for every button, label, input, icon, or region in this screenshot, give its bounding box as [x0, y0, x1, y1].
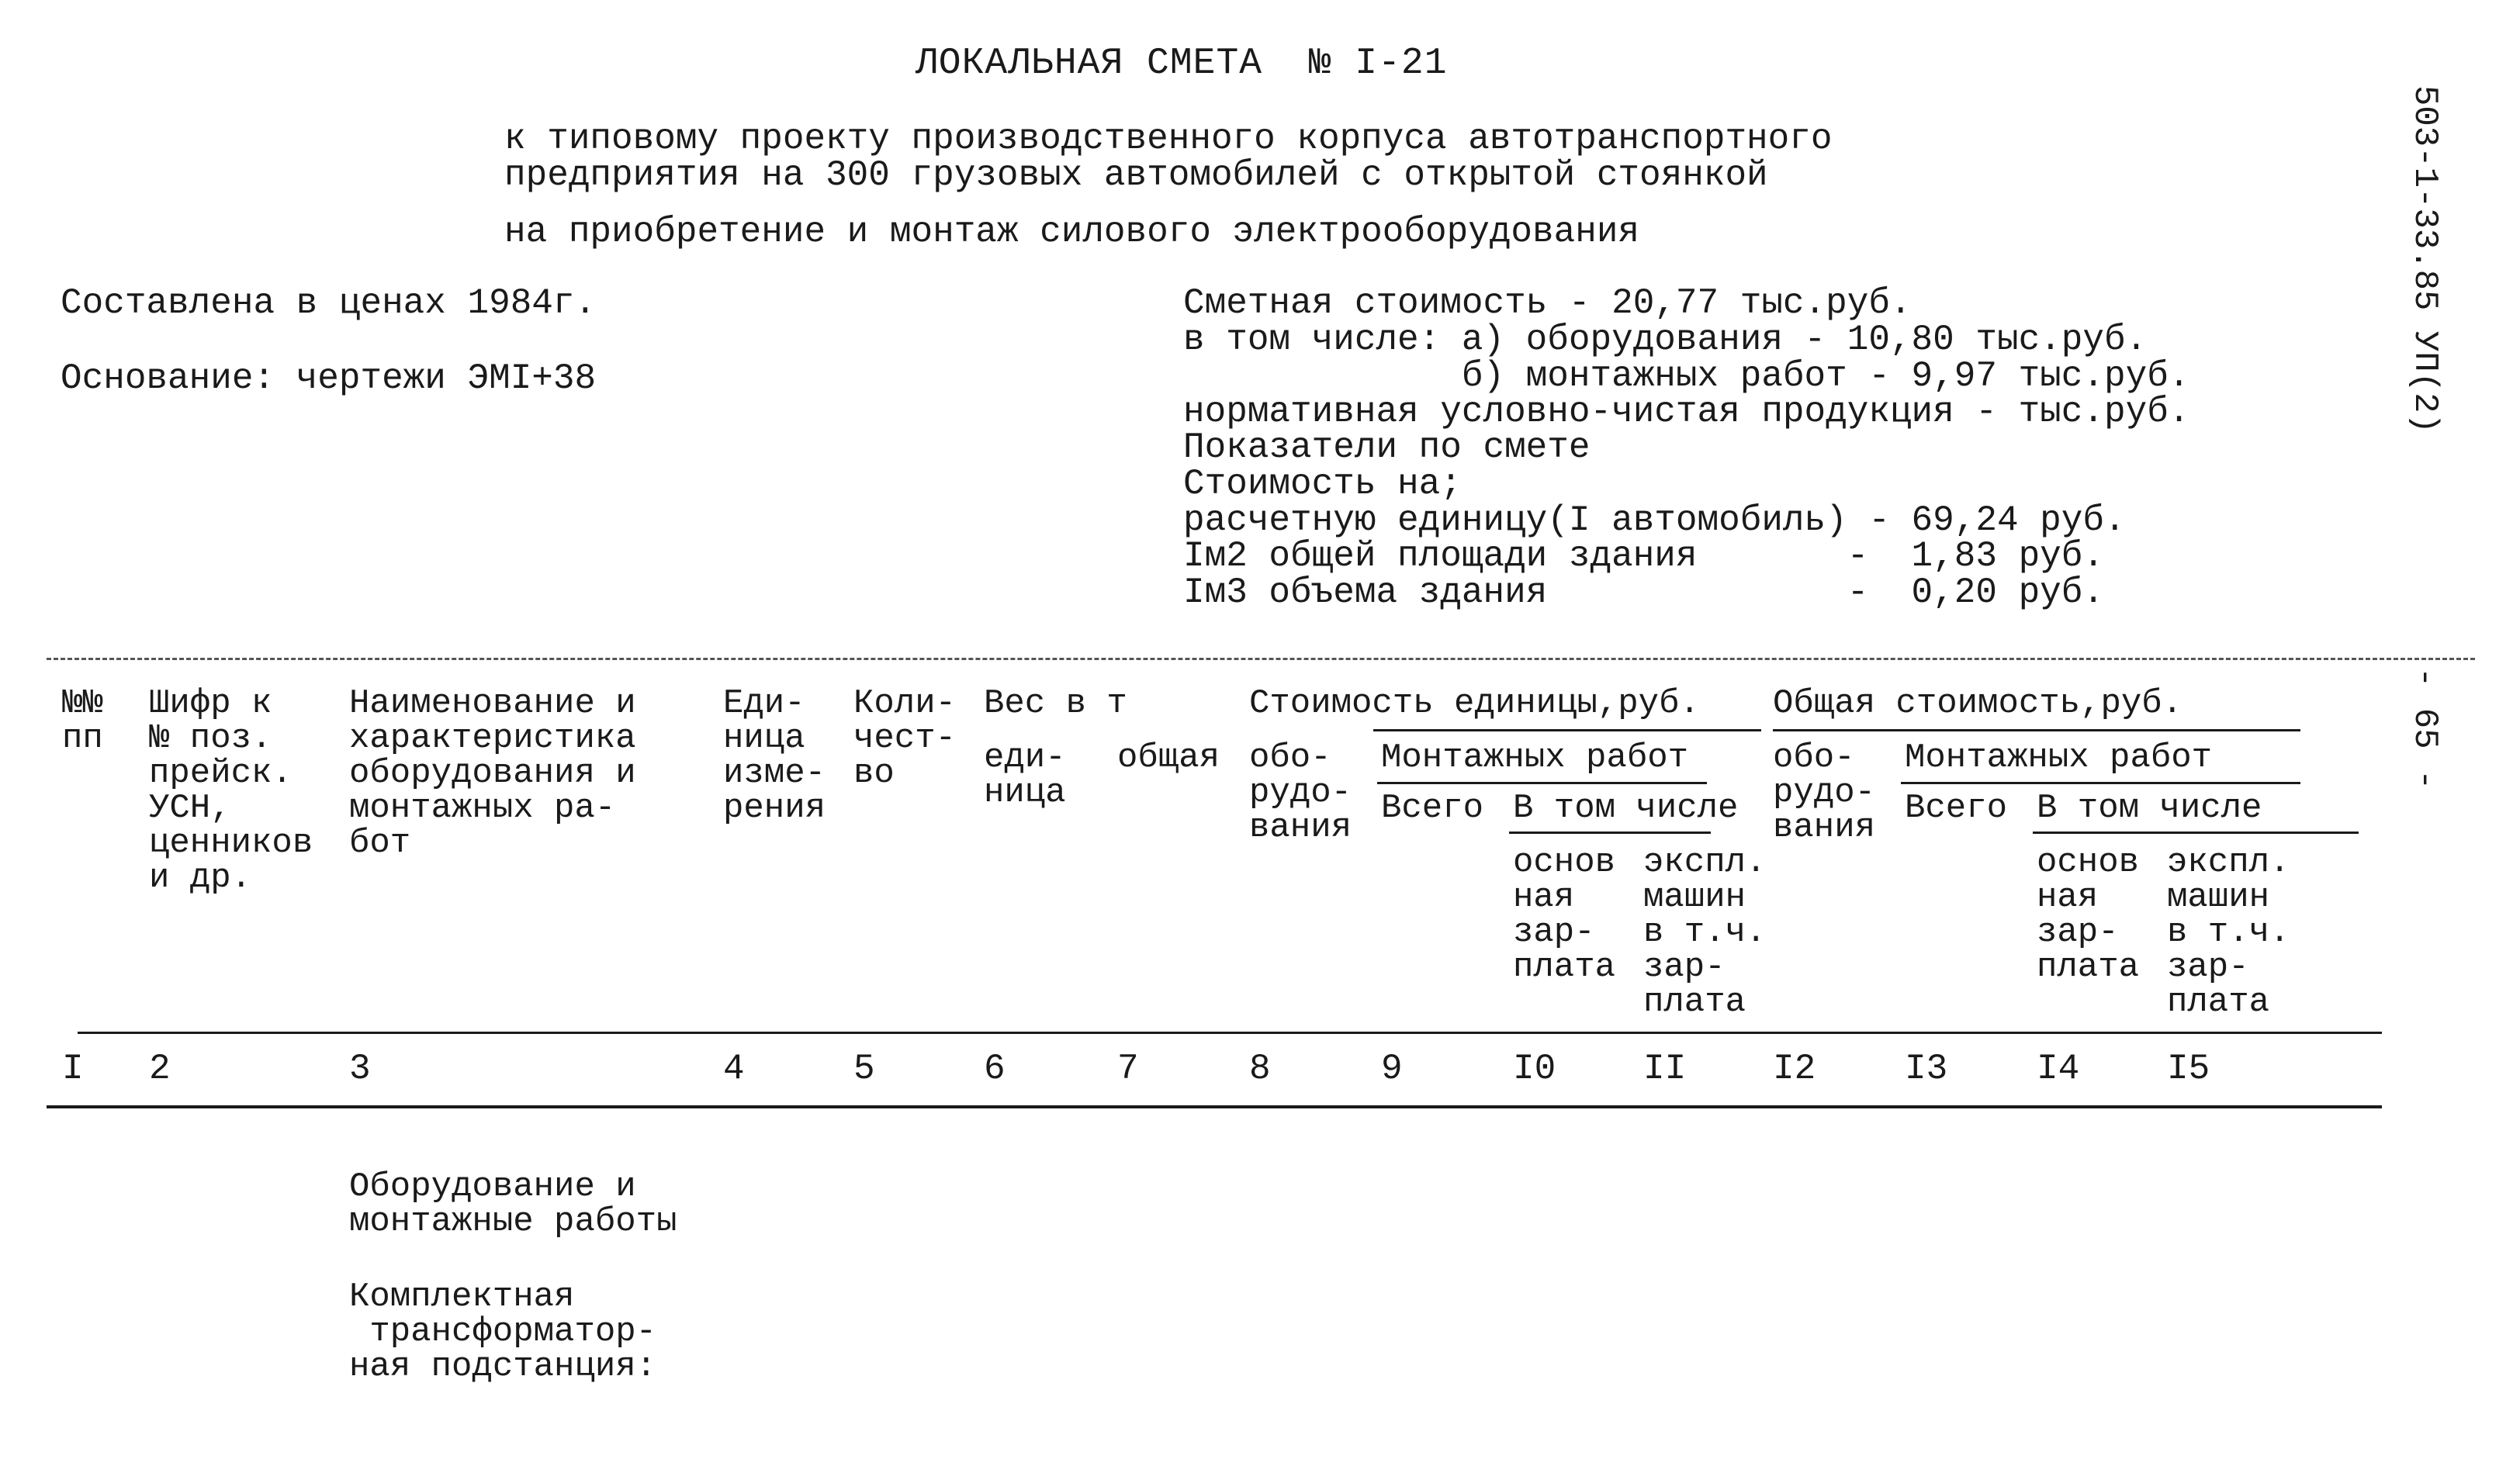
- col12-header: обо-: [1773, 738, 1855, 777]
- cost-line: Сметная стоимость - 20,77 тыс.руб.: [1183, 283, 1912, 323]
- item-name: Комплектная: [349, 1278, 575, 1316]
- col15-header: машин: [2167, 878, 2270, 917]
- col2-header: ценников: [149, 824, 313, 863]
- unit-including-header: В том числе: [1513, 789, 1739, 828]
- col15-header: экспл.: [2167, 843, 2290, 882]
- col8-header: обо-: [1249, 738, 1331, 777]
- item-name: ная подстанция:: [349, 1347, 657, 1386]
- table-top-rule: [47, 658, 2475, 660]
- col12-header: рудо-: [1773, 773, 1876, 812]
- col2-header: Шифр к: [149, 684, 272, 723]
- col1-header: пп: [62, 719, 103, 758]
- col-number: I2: [1773, 1049, 1816, 1089]
- col1-header: №№: [62, 684, 103, 723]
- col6-header: еди-: [984, 738, 1066, 777]
- unit-including-underline: [1509, 832, 1711, 834]
- col-number: 2: [149, 1049, 171, 1089]
- col15-header: зар-: [2167, 948, 2249, 987]
- cost-line: Стоимость на;: [1183, 464, 1462, 504]
- total-mount-underline: [1901, 782, 2300, 784]
- col-number: I5: [2167, 1049, 2210, 1089]
- col4-header: ница: [723, 719, 805, 758]
- basis-drawings: Основание: чертежи ЭМI+38: [61, 358, 597, 399]
- cost-line: в том числе: а) оборудования - 10,80 тыс.руб.: [1183, 320, 2148, 360]
- col4-header: Еди-: [723, 684, 805, 723]
- col8-header: рудо-: [1249, 773, 1352, 812]
- unit-mount-works-header: Монтажных работ: [1381, 738, 1689, 777]
- unit-mount-underline: [1377, 782, 1707, 784]
- col15-header: в т.ч.: [2167, 913, 2290, 952]
- col3-header: оборудования и: [349, 754, 636, 793]
- col7-header: общая: [1117, 738, 1220, 777]
- col11-header: машин: [1643, 878, 1746, 917]
- col4-header: рения: [723, 789, 826, 828]
- column-numbers-bottom-rule: [47, 1105, 2382, 1108]
- col11-header: плата: [1643, 983, 1746, 1022]
- col13-header: Всего: [1905, 789, 2008, 828]
- col10-header: ная: [1513, 878, 1575, 917]
- col10-header: основ: [1513, 843, 1616, 882]
- compiled-prices: Составлена в ценах 1984г.: [61, 283, 597, 323]
- col-number: 8: [1249, 1049, 1271, 1089]
- page-number: - 65 -: [2405, 667, 2444, 790]
- col-number: I0: [1513, 1049, 1556, 1089]
- col-number: 6: [984, 1049, 1006, 1089]
- col-number: 5: [853, 1049, 875, 1089]
- cost-line: расчетную единицу(I автомобиль) - 69,24 руб.: [1183, 500, 2126, 541]
- col-number: 3: [349, 1049, 371, 1089]
- cost-line: Показатели по смете: [1183, 427, 1591, 468]
- col3-header: Наименование и: [349, 684, 636, 723]
- col-number: I4: [2037, 1049, 2080, 1089]
- col10-header: зар-: [1513, 913, 1595, 952]
- side-code: 503-1-33.85 УП(2): [2405, 85, 2444, 434]
- total-cost-underline: [1773, 729, 2300, 731]
- total-including-header: В том числе: [2037, 789, 2262, 828]
- section-heading: монтажные работы: [349, 1202, 677, 1241]
- section-heading: Оборудование и: [349, 1167, 636, 1206]
- col-number: 4: [723, 1049, 745, 1089]
- col15-header: плата: [2167, 983, 2270, 1022]
- col-number: II: [1643, 1049, 1687, 1089]
- col9-header: Всего: [1381, 789, 1484, 828]
- col12-header: вания: [1773, 808, 1876, 847]
- col5-header: чест-: [853, 719, 957, 758]
- col11-header: экспл.: [1643, 843, 1767, 882]
- col14-header: основ: [2037, 843, 2140, 882]
- unit-cost-underline: [1373, 729, 1761, 731]
- col-number: I3: [1905, 1049, 1948, 1089]
- cost-line: нормативная условно-чистая продукция - тыс.руб.: [1183, 392, 2190, 432]
- cost-line: Iм3 объема здания - 0,20 руб.: [1183, 572, 2104, 613]
- col14-header: зар-: [2037, 913, 2119, 952]
- weight-group-header: Вес в т: [984, 684, 1127, 723]
- total-cost-group-header: Общая стоимость,руб.: [1773, 684, 2183, 723]
- col2-header: № поз.: [149, 719, 272, 758]
- cost-line: б) монтажных работ - 9,97 тыс.руб.: [1183, 356, 2190, 396]
- header-bottom-rule: [78, 1032, 2382, 1034]
- subtitle-line-2: предприятия на 300 грузовых автомобилей с открытой стоянкой: [504, 155, 1768, 195]
- col3-header: бот: [349, 824, 411, 863]
- col11-header: в т.ч.: [1643, 913, 1767, 952]
- col5-header: Коли-: [853, 684, 957, 723]
- col3-header: характеристика: [349, 719, 636, 758]
- col-number: 9: [1381, 1049, 1403, 1089]
- cost-line: Iм2 общей площади здания - 1,83 руб.: [1183, 536, 2104, 576]
- subtitle-line-1: к типовому проекту производственного корпуса автотранспортного: [504, 119, 1833, 159]
- col-number: 7: [1117, 1049, 1139, 1089]
- col14-header: плата: [2037, 948, 2140, 987]
- col14-header: ная: [2037, 878, 2099, 917]
- col2-header: УСН,: [149, 789, 231, 828]
- col10-header: плата: [1513, 948, 1616, 987]
- col3-header: монтажных ра-: [349, 789, 616, 828]
- col2-header: прейск.: [149, 754, 292, 793]
- col6-header: ница: [984, 773, 1066, 812]
- unit-cost-group-header: Стоимость единицы,руб.: [1249, 684, 1700, 723]
- document-title: ЛОКАЛЬНАЯ СМЕТА № I-21: [916, 43, 1448, 85]
- col5-header: во: [853, 754, 895, 793]
- col11-header: зар-: [1643, 948, 1726, 987]
- total-including-underline: [2033, 832, 2359, 834]
- item-name: трансформатор-: [349, 1312, 657, 1351]
- col4-header: изме-: [723, 754, 826, 793]
- col8-header: вания: [1249, 808, 1352, 847]
- total-mount-works-header: Монтажных работ: [1905, 738, 2213, 777]
- col-number: I: [62, 1049, 84, 1089]
- subtitle-line-3: на приобретение и монтаж силового электрооборудования: [504, 212, 1640, 252]
- col2-header: и др.: [149, 859, 252, 897]
